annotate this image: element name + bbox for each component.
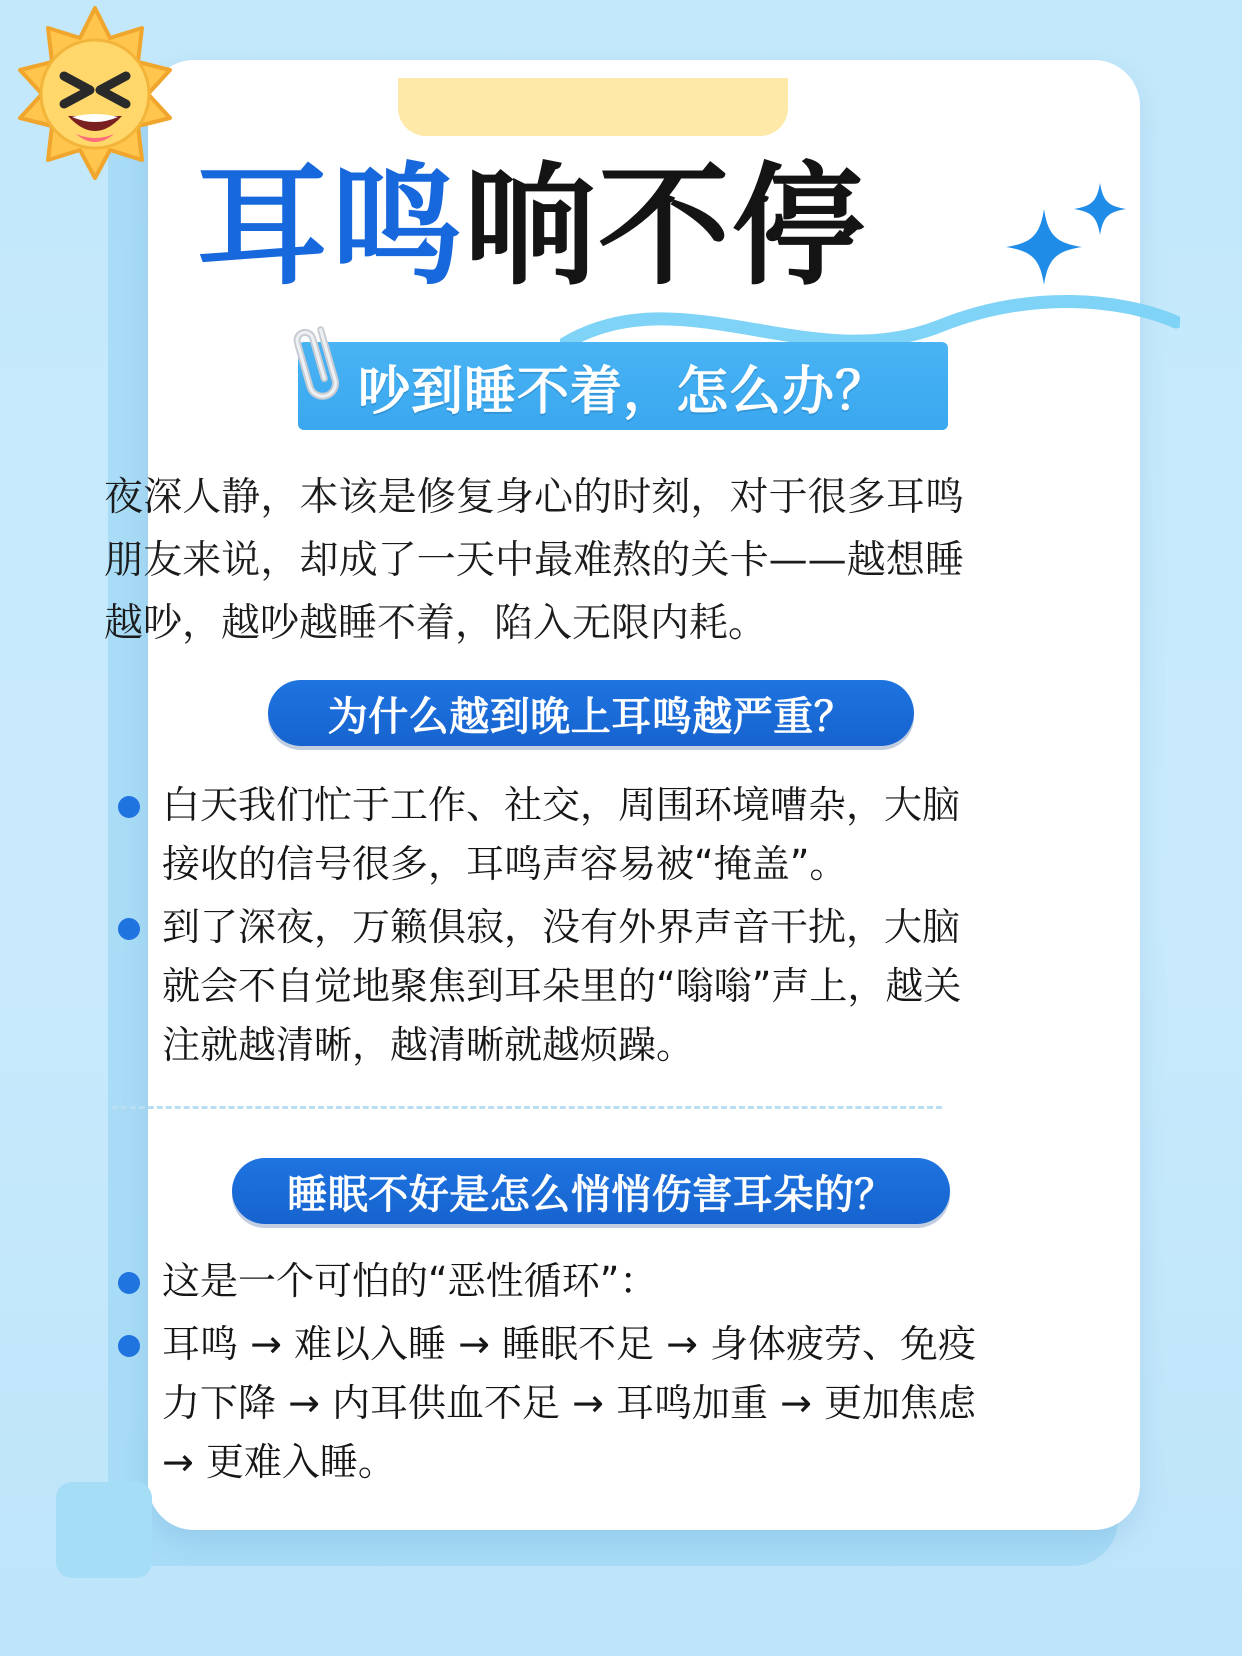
dashed-divider [112, 1106, 942, 1109]
yellow-tab [398, 78, 788, 136]
title-dark-part: 响不停 [464, 150, 866, 304]
list-item: 到了深夜，万籁俱寂，没有外界声音干扰，大脑就会不自觉地聚焦到耳朵里的“嗡嗡”声上，越关注就越清晰，越清晰就越烦躁。 [110, 898, 990, 1075]
section-1-bullets [110, 776, 990, 1078]
sparkle-icon [1000, 175, 1130, 315]
page-title [196, 150, 1016, 304]
subtitle-banner [298, 342, 948, 430]
title-blue-part: 耳鸣 [196, 150, 464, 304]
decorative-square [56, 1482, 152, 1578]
section-heading-1: 为什么越到晚上耳鸣越严重？ [268, 680, 914, 746]
section-heading-2: 睡眠不好是怎么悄悄伤害耳朵的？ [232, 1158, 950, 1224]
laughing-sun-emoji [6, 4, 184, 182]
list-item: 这是一个可怕的“恶性循环”： [110, 1252, 990, 1311]
list-item: 白天我们忙于工作、社交，周围环境嘈杂，大脑接收的信号很多，耳鸣声容易被“掩盖”。 [110, 776, 990, 894]
section-2-bullets [110, 1252, 990, 1496]
intro-paragraph: 夜深人静，本该是修复身心的时刻，对于很多耳鸣朋友来说，却成了一天中最难熬的关卡——越想睡越吵，越吵越睡不着，陷入无限内耗。 [104, 475, 964, 647]
list-item: 耳鸣 → 难以入睡 → 睡眠不足 → 身体疲劳、免疫力下降 → 内耳供血不足 → 耳鸣加重 → 更加焦虑 → 更难入睡。 [110, 1315, 990, 1492]
subtitle-text: 吵到睡不着，怎么办？ [357, 361, 888, 422]
